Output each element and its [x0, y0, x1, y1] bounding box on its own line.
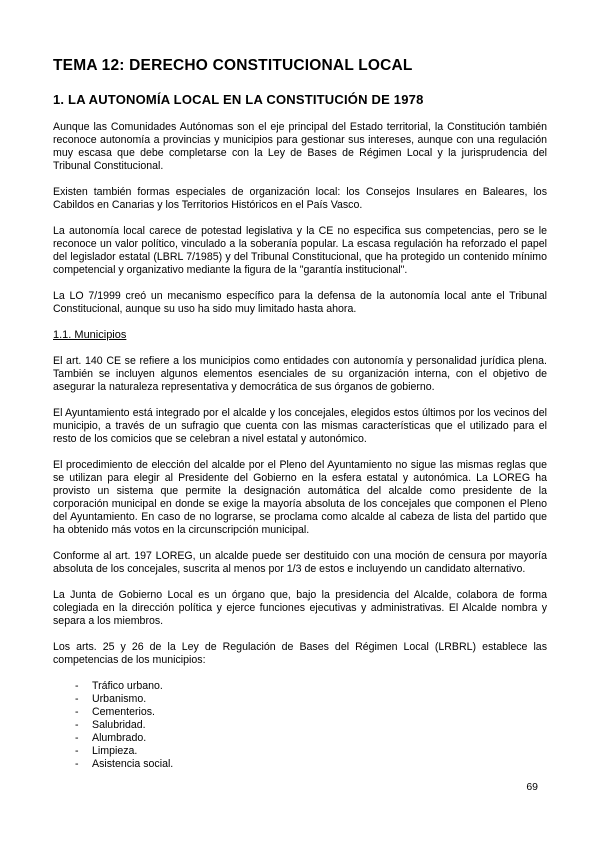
- list-item-text: Tráfico urbano.: [92, 680, 163, 692]
- body-paragraph: Los arts. 25 y 26 de la Ley de Regulación de Bases del Régimen Local (LRBRL) establece las competencias de los municipios:: [53, 641, 547, 666]
- list-item-text: Alumbrado.: [92, 732, 147, 744]
- body-paragraph: El art. 140 CE se refiere a los municipios como entidades con autonomía y personalidad jurídica plena. También se incluyen algunos elementos esenciales de su organización interna, con el objetivo de asegurar la naturaleza representativa y democrática de sus órganos de gobierno.: [53, 355, 547, 393]
- list-dash: -: [75, 706, 79, 718]
- list-item: [53, 732, 547, 745]
- subsection-1-1-heading: 1.1. Municipios: [53, 329, 127, 341]
- document-content: [53, 56, 547, 784]
- list-item-text: Cementerios.: [92, 706, 155, 718]
- list-item-text: Limpieza.: [92, 745, 138, 757]
- page-number: 69: [526, 781, 538, 793]
- list-item-text: Salubridad.: [92, 719, 146, 731]
- list-dash: -: [75, 745, 79, 757]
- body-paragraph: El procedimiento de elección del alcalde por el Pleno del Ayuntamiento no sigue las mismas reglas que se utilizan para elegir al Presidente del Gobierno en la esfera estatal y autonómica. La LOREG ha provisto un sistema que permite la designación automática del alcalde como presidente de la corporación municipal en donde se exige la mayoría absoluta de los concejales que componen el Pleno del Ayuntamiento. En caso de no lograrse, se proclama como alcalde al cabeza de lista del partido que ha obtenido más votos en la circunscripción municipal.: [53, 459, 547, 536]
- list-item: [53, 745, 547, 758]
- list-dash: -: [75, 693, 79, 705]
- list-item: [53, 693, 547, 706]
- section-1-heading: 1. LA AUTONOMÍA LOCAL EN LA CONSTITUCIÓN DE 1978: [53, 92, 424, 107]
- intro-paragraph: Existen también formas especiales de organización local: los Consejos Insulares en Baleares, los Cabildos en Canarias y los Territorios Históricos en el País Vasco.: [53, 186, 547, 211]
- body-paragraph: El Ayuntamiento está integrado por el alcalde y los concejales, elegidos estos últimos por los vecinos del municipio, a través de un sufragio que cuenta con las mismas características que el utilizado para el resto de los comicios que se celebran a nivel estatal y autonómico.: [53, 407, 547, 445]
- competencies-list: [53, 680, 547, 771]
- list-item: [53, 680, 547, 693]
- document-title: TEMA 12: DERECHO CONSTITUCIONAL LOCAL: [53, 57, 413, 74]
- list-item: [53, 719, 547, 732]
- list-dash: -: [75, 732, 79, 744]
- intro-paragraph: La autonomía local carece de potestad legislativa y la CE no especifica sus competencias, pero se le reconoce un valor político, vinculado a la soberanía popular. La escasa regulación ha reforzado el papel del legislador estatal (LBRL 7/1985) y del Tribunal Constitucional, que ha protegido un contenido mínimo competencial y organizativo mediante la figura de la "garantía institucional".: [53, 225, 547, 276]
- list-item-text: Urbanismo.: [92, 693, 147, 705]
- body-paragraph: La Junta de Gobierno Local es un órgano que, bajo la presidencia del Alcalde, colabora de forma colegiada en la dirección política y ejerce funciones ejecutivas y administrativas. El Alcalde nombra y separa a los miembros.: [53, 589, 547, 627]
- list-item: [53, 706, 547, 719]
- intro-paragraph: La LO 7/1999 creó un mecanismo específico para la defensa de la autonomía local ante el Tribunal Constitucional, aunque su uso ha sido muy limitado hasta ahora.: [53, 290, 547, 315]
- intro-paragraph: Aunque las Comunidades Autónomas son el eje principal del Estado territorial, la Constitución también reconoce autonomía a provincias y municipios para gestionar sus intereses, aunque con una regulación muy escasa que debe completarse con la Ley de Bases de Régimen Local y la jurisprudencia del Tribunal Constitucional.: [53, 121, 547, 172]
- list-item-text: Asistencia social.: [92, 758, 174, 770]
- list-dash: -: [75, 680, 79, 692]
- list-item: [53, 758, 547, 771]
- list-dash: -: [75, 758, 79, 770]
- list-dash: -: [75, 719, 79, 731]
- body-paragraph: Conforme al art. 197 LOREG, un alcalde puede ser destituido con una moción de censura por mayoría absoluta de los concejales, suscrita al menos por 1/3 de estos e incluyendo un candidato alternativo.: [53, 550, 547, 575]
